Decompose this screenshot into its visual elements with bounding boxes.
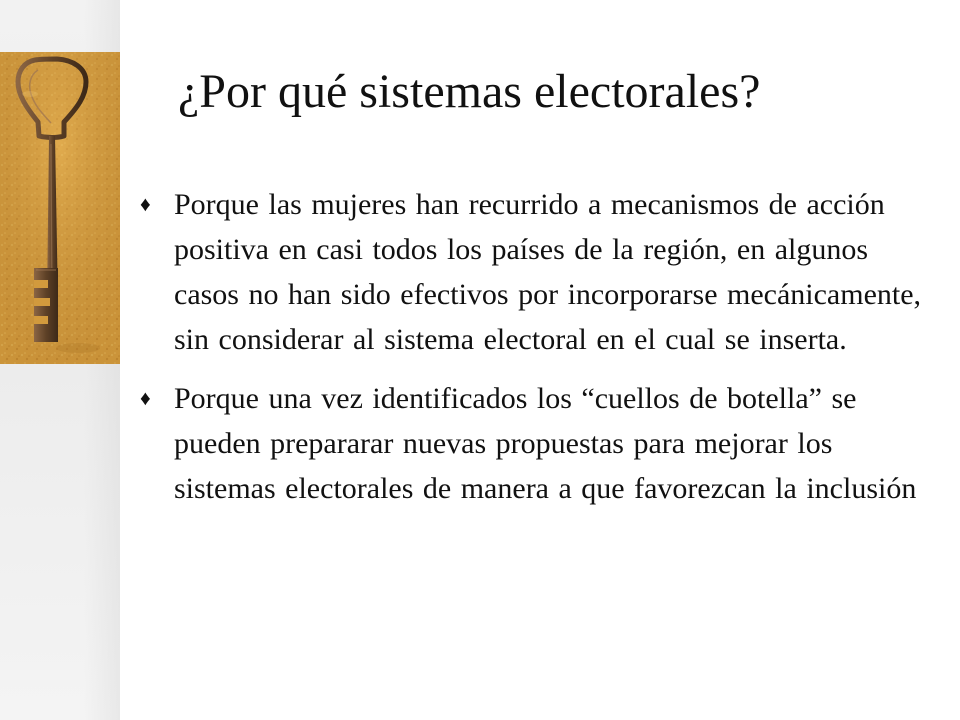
bullet-text: Porque las mujeres han recurrido a mecanismos de acción positiva en casi todos los países de la región, en algunos casos no han sido efectivos por incorporarse mecánicamente, sin considerar al sistema electoral en el cual se inserta. bbox=[174, 188, 922, 356]
diamond-bullet-icon: ♦ bbox=[140, 386, 151, 410]
slide-title: ¿Por qué sistemas electorales? bbox=[178, 65, 761, 118]
bullet-item bbox=[140, 376, 930, 511]
diamond-bullet-icon: ♦ bbox=[140, 192, 151, 216]
bullet-list bbox=[140, 182, 930, 525]
key-photo bbox=[0, 52, 120, 364]
bullet-text: Porque una vez identificados los “cuellos de botella” se pueden prepararar nuevas propuestas para mejorar los sistemas electorales de manera a que favorezcan la inclusión bbox=[174, 382, 917, 505]
bullet-item bbox=[140, 182, 930, 362]
